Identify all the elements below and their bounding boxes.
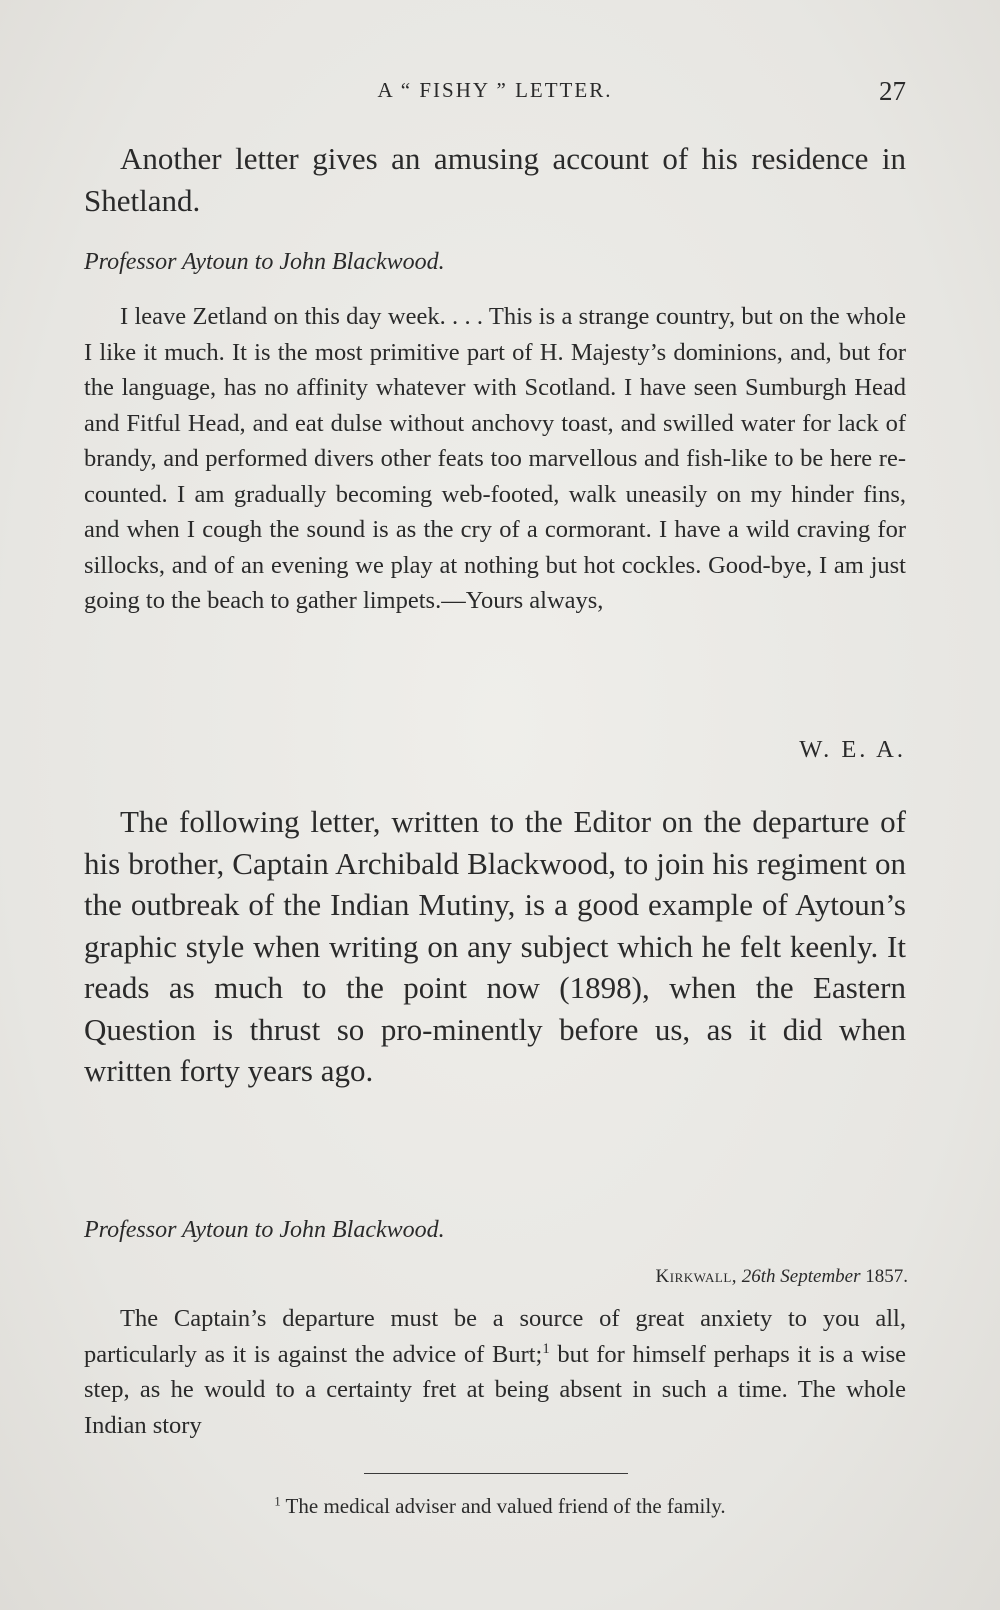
page-number: 27 <box>879 76 906 106</box>
letter-1-body: I leave Zetland on this day week. . . . This is a strange country, but on the whole I like it much. It is the most primitive part of H. Majesty’s dominions, and, but for the language, has no affinity whatever with Scotland. I have seen Sumburgh Head and Fitful Head, and eat dulse without anchovy toast, and swilled water for lack of brandy, and performed divers other feats too marvellous and fish-like to be here re-counted. I am gradually becoming web-footed, walk uneasily on my hinder fins, and when I cough the sound is as the cry of a cormorant. I have a wild craving for sillocks, and of an evening we play at nothing but hot cockles. Good-bye, I am just going to the beach to gather limpets.—Yours always, <box>84 303 906 614</box>
commentary-paragraph: The following letter, written to the Editor on the departure of his brother, Captain Archibald Blackwood, to join his regiment on the outbreak of the Indian Mutiny, is a good example of Aytoun’s graphic style when writing on any subject which he felt keenly. It reads as much to the point now (1898), when the Eastern Question is thrust so pro-minently before us, as it did when written forty years ago. <box>84 804 906 1088</box>
letter-1-heading: Professor Aytoun to John Blackwood. <box>84 249 445 275</box>
footnote <box>0 1494 1000 1519</box>
dateline-year: 1857. <box>865 1266 908 1287</box>
letter-2-body <box>84 1301 906 1443</box>
letter-2-body-text-end: but for himself perhaps it is a wise step, as he would to a certainty fret at being absent in such a time. The whole Indian story <box>84 1340 907 1439</box>
footnote-text: The medical adviser and valued friend of the family. <box>280 1494 726 1518</box>
footnote-marker: 1 <box>274 1494 281 1509</box>
footnote-reference: 1 <box>542 1340 550 1357</box>
running-head <box>84 76 906 106</box>
letter-2-body-text-start: The Captain’s departure must be a source of great anxiety to you all, particularly as it is against the advice of Burt; <box>84 1305 906 1368</box>
letter-2-heading: Professor Aytoun to John Blackwood. <box>84 1217 445 1243</box>
dateline-place: Kirkwall, <box>655 1266 738 1287</box>
letter-2-dateline <box>656 1266 908 1288</box>
intro-paragraph: Another letter gives an amusing account of his residence in Shetland. <box>84 141 906 218</box>
dateline-date: 26th September <box>741 1266 861 1287</box>
footnote-divider <box>364 1473 628 1474</box>
letter-1-signature: W. E. A. <box>799 736 906 763</box>
running-title: A “ FISHY ” LETTER. <box>377 78 613 102</box>
